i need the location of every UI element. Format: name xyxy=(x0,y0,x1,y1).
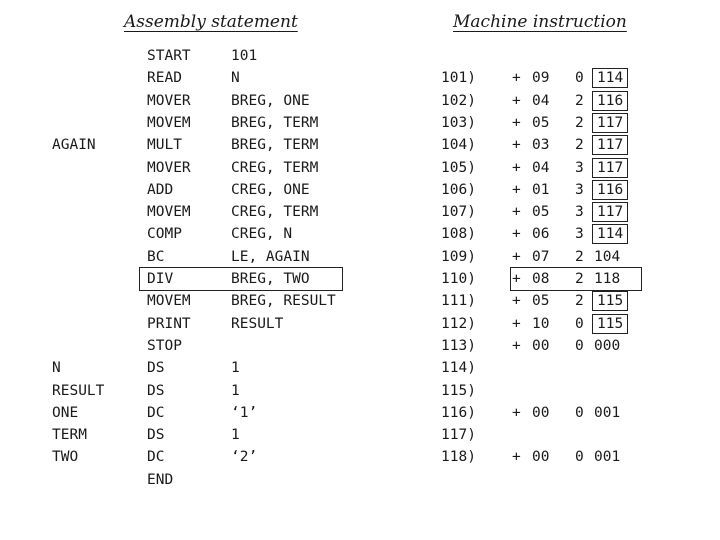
operands: 1 xyxy=(231,382,240,399)
memory-operand: 115 xyxy=(593,292,627,310)
sign: + xyxy=(512,449,521,466)
address: 108) xyxy=(441,226,476,243)
register-code: 3 xyxy=(575,204,584,221)
opcode: 04 xyxy=(532,159,550,176)
sign: + xyxy=(512,204,521,221)
address: 101) xyxy=(441,70,476,87)
operands: BREG, TWO xyxy=(231,271,310,287)
mnemonic: MOVEM xyxy=(147,204,191,221)
symbol-label: TERM xyxy=(52,427,87,444)
memory-operand: 000 xyxy=(594,337,621,354)
opcode: 04 xyxy=(532,92,550,109)
symbol-label: TWO xyxy=(52,449,79,466)
operands: 101 xyxy=(231,48,258,64)
listing-row xyxy=(0,112,720,134)
address: 105) xyxy=(441,159,476,176)
sign: + xyxy=(512,271,521,287)
register-code: 0 xyxy=(575,404,584,421)
memory-operand: 114 xyxy=(593,69,627,87)
memory-operand: 117 xyxy=(593,136,627,154)
sign: + xyxy=(512,337,521,354)
listing-row xyxy=(0,357,720,379)
listing-row xyxy=(0,335,720,357)
mnemonic: PRINT xyxy=(147,315,191,332)
mnemonic: READ xyxy=(147,70,182,87)
address: 115) xyxy=(441,382,476,399)
opcode: 05 xyxy=(532,204,550,221)
address: 111) xyxy=(441,293,476,310)
register-code: 0 xyxy=(575,449,584,466)
listing-row xyxy=(0,157,720,179)
operands: BREG, TERM xyxy=(231,114,319,131)
sign: + xyxy=(512,92,521,109)
listing-row xyxy=(0,402,720,424)
memory-operand: 116 xyxy=(593,92,627,110)
symbol-label: ONE xyxy=(52,404,79,421)
opcode: 07 xyxy=(532,248,550,265)
operands: LE, AGAIN xyxy=(231,248,310,265)
sign: + xyxy=(512,404,521,421)
address: 106) xyxy=(441,181,476,198)
register-code: 0 xyxy=(575,315,584,332)
mnemonic: DS xyxy=(147,360,165,377)
memory-operand: 117 xyxy=(593,159,627,177)
operands: 1 xyxy=(231,427,240,444)
memory-operand: 116 xyxy=(593,181,627,199)
memory-operand: 001 xyxy=(594,404,621,421)
memory-operand: 001 xyxy=(594,449,621,466)
register-code: 2 xyxy=(575,293,584,310)
listing-row xyxy=(0,45,720,67)
sign: + xyxy=(512,137,521,154)
address: 103) xyxy=(441,114,476,131)
listing-row xyxy=(0,134,720,156)
listing-row xyxy=(0,290,720,312)
operands: ‘2’ xyxy=(231,449,258,466)
operands: CREG, TERM xyxy=(231,159,319,176)
register-code: 2 xyxy=(575,271,584,287)
operands: BREG, ONE xyxy=(231,92,310,109)
mnemonic: ADD xyxy=(147,181,174,198)
address: 112) xyxy=(441,315,476,332)
assembly-statement-header: Assembly statement xyxy=(124,12,298,32)
sign: + xyxy=(512,315,521,332)
operands: CREG, TERM xyxy=(231,204,319,221)
opcode: 05 xyxy=(532,293,550,310)
register-code: 2 xyxy=(575,137,584,154)
opcode: 00 xyxy=(532,404,550,421)
listing-row xyxy=(0,313,720,335)
address: 118) xyxy=(441,449,476,466)
opcode: 06 xyxy=(532,226,550,243)
address: 102) xyxy=(441,92,476,109)
opcode: 03 xyxy=(532,137,550,154)
mnemonic: MOVEM xyxy=(147,114,191,131)
memory-operand: 104 xyxy=(594,248,621,265)
listing-row xyxy=(0,179,720,201)
symbol-label: AGAIN xyxy=(52,137,96,154)
opcode: 00 xyxy=(532,449,550,466)
address: 113) xyxy=(441,337,476,354)
address: 104) xyxy=(441,137,476,154)
mnemonic: STOP xyxy=(147,337,182,354)
mnemonic: COMP xyxy=(147,226,182,243)
memory-operand: 117 xyxy=(593,203,627,221)
listing-row xyxy=(0,90,720,112)
opcode: 00 xyxy=(532,337,550,354)
register-code: 3 xyxy=(575,226,584,243)
address: 109) xyxy=(441,248,476,265)
sign: + xyxy=(512,70,521,87)
mnemonic: DC xyxy=(147,404,165,421)
memory-operand: 118 xyxy=(594,271,621,287)
operands: BREG, RESULT xyxy=(231,293,336,310)
register-code: 3 xyxy=(575,181,584,198)
memory-operand: 115 xyxy=(593,315,627,333)
mnemonic: DS xyxy=(147,427,165,444)
opcode: 10 xyxy=(532,315,550,332)
memory-operand: 114 xyxy=(593,225,627,243)
sign: + xyxy=(512,226,521,243)
opcode: 01 xyxy=(532,181,550,198)
register-code: 0 xyxy=(575,70,584,87)
mnemonic: MOVER xyxy=(147,92,191,109)
sign: + xyxy=(512,114,521,131)
register-code: 2 xyxy=(575,92,584,109)
mnemonic: DS xyxy=(147,382,165,399)
operands: CREG, ONE xyxy=(231,181,310,198)
listing-row xyxy=(0,201,720,223)
symbol-label: N xyxy=(52,360,61,377)
listing-row xyxy=(0,424,720,446)
listing-row xyxy=(0,246,720,268)
mnemonic: START xyxy=(147,48,191,64)
operands: CREG, N xyxy=(231,226,293,243)
operands: 1 xyxy=(231,360,240,377)
opcode: 09 xyxy=(532,70,550,87)
sign: + xyxy=(512,248,521,265)
mnemonic: DIV xyxy=(147,271,174,287)
mnemonic: MOVER xyxy=(147,159,191,176)
operands: BREG, TERM xyxy=(231,137,319,154)
address: 114) xyxy=(441,360,476,377)
address: 116) xyxy=(441,404,476,421)
address: 110) xyxy=(441,271,476,287)
register-code: 3 xyxy=(575,159,584,176)
register-code: 2 xyxy=(575,114,584,131)
register-code: 0 xyxy=(575,337,584,354)
register-code: 2 xyxy=(575,248,584,265)
listing-row xyxy=(0,223,720,245)
listing-row xyxy=(0,469,720,491)
address: 117) xyxy=(441,427,476,444)
operands: ‘1’ xyxy=(231,404,258,421)
sign: + xyxy=(512,293,521,310)
address: 107) xyxy=(441,204,476,221)
operands: N xyxy=(231,70,240,87)
mnemonic: DC xyxy=(147,449,165,466)
mnemonic: MULT xyxy=(147,137,182,154)
sign: + xyxy=(512,159,521,176)
opcode: 08 xyxy=(532,271,550,287)
machine-instruction-header: Machine instruction xyxy=(453,12,627,32)
listing-row xyxy=(0,380,720,402)
operands: RESULT xyxy=(231,315,284,332)
symbol-label: RESULT xyxy=(52,382,105,399)
mnemonic: MOVEM xyxy=(147,293,191,310)
listing-row xyxy=(0,67,720,89)
sign: + xyxy=(512,181,521,198)
mnemonic: BC xyxy=(147,248,165,265)
opcode: 05 xyxy=(532,114,550,131)
listing-row xyxy=(0,268,720,290)
mnemonic: END xyxy=(147,471,174,488)
listing-row xyxy=(0,446,720,468)
memory-operand: 117 xyxy=(593,114,627,132)
